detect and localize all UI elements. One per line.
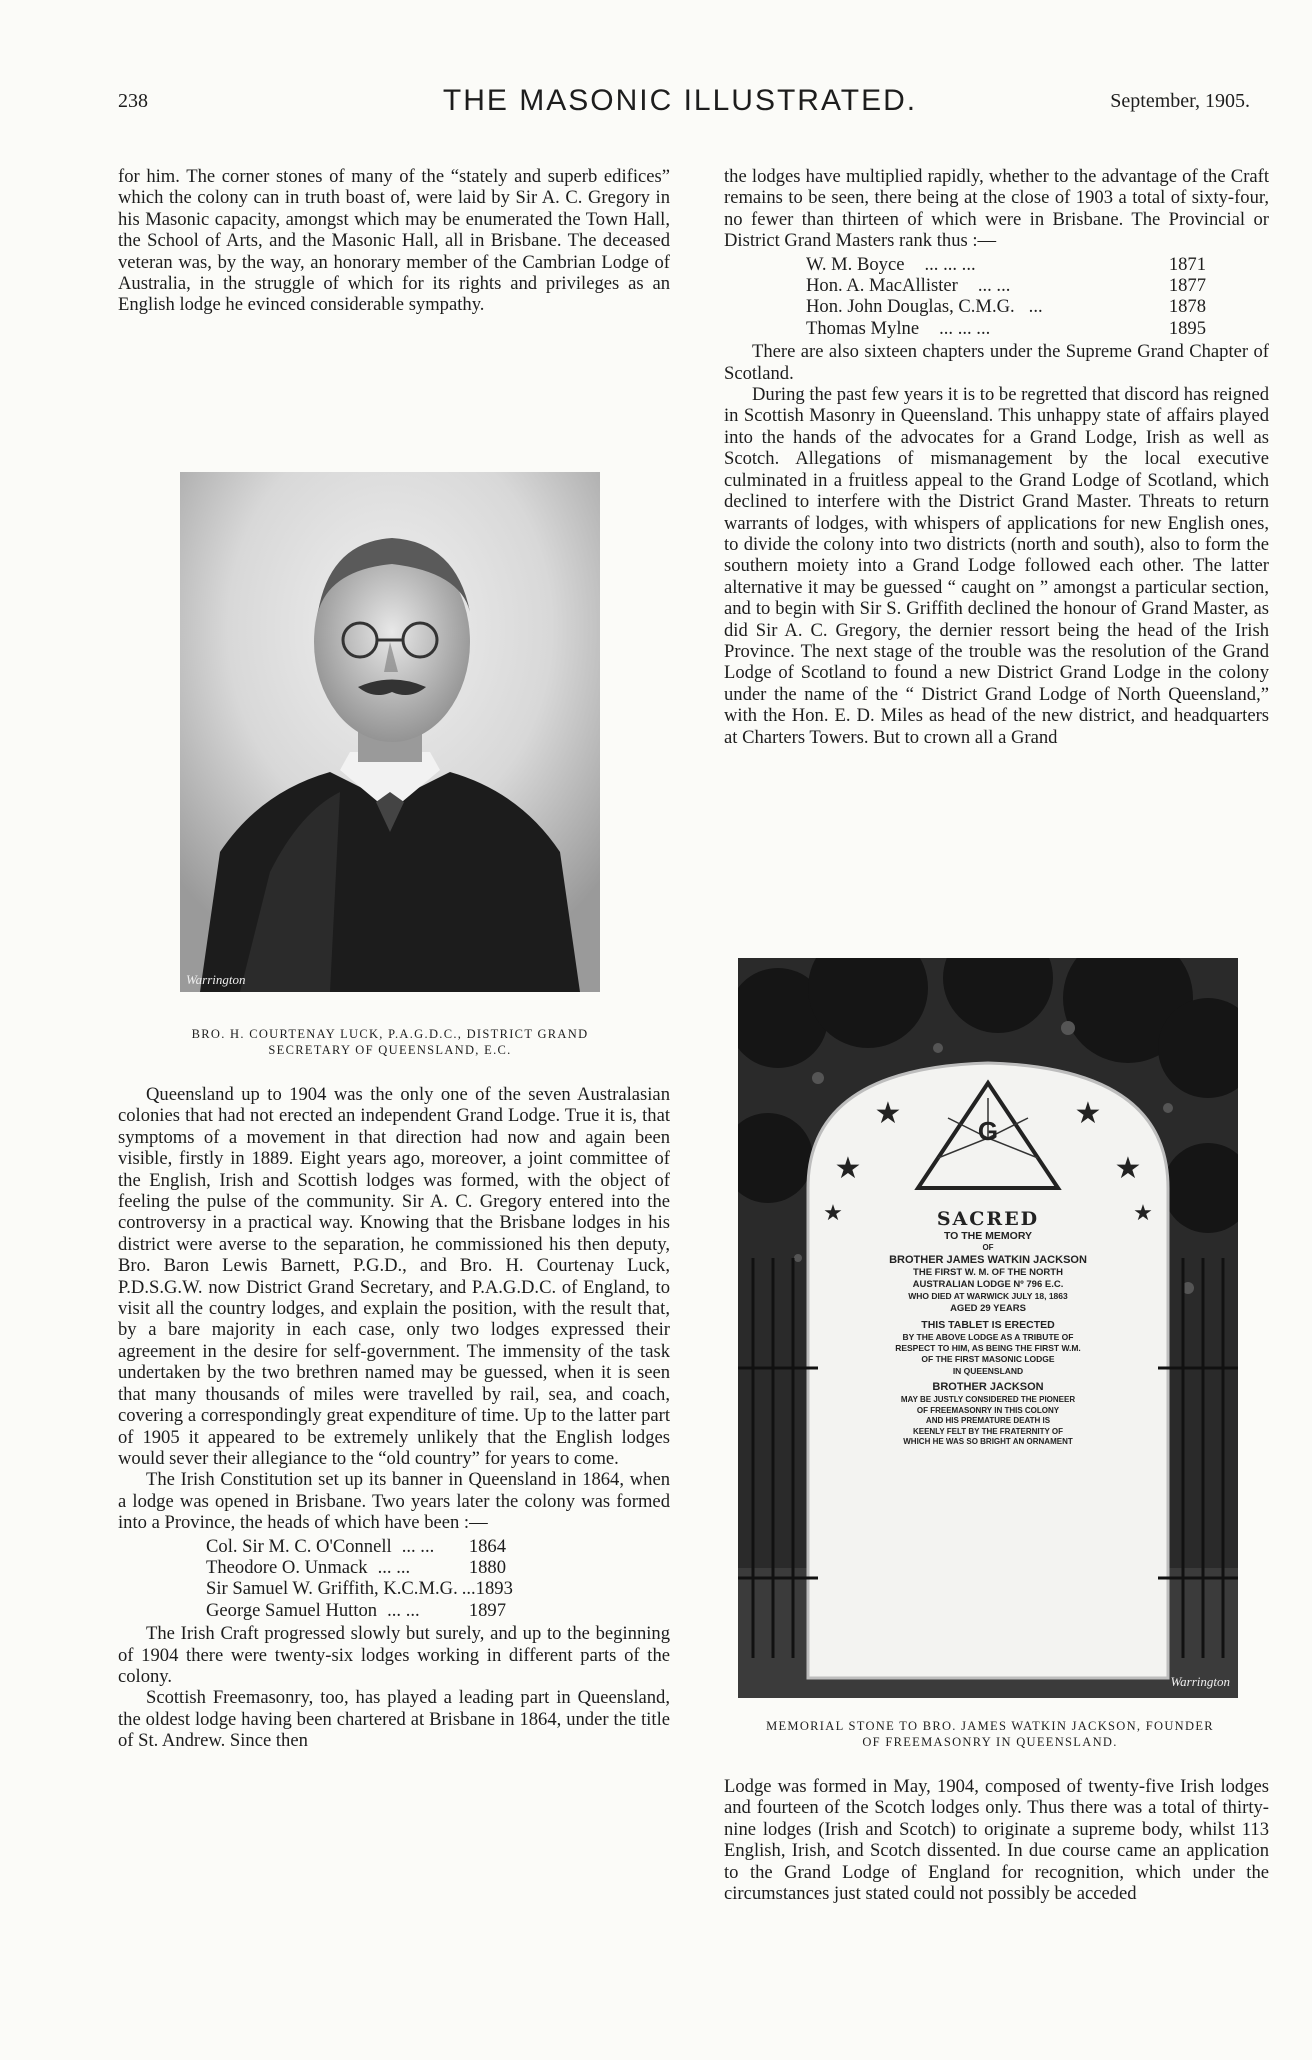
list-item-name: Hon. John Douglas, C.M.G. — [806, 296, 1015, 318]
inscription-line: THIS TABLET IS ERECTED — [921, 1319, 1055, 1331]
svg-text:★: ★ — [823, 1201, 843, 1226]
list-item — [206, 1536, 506, 1557]
inscription-line: AGED 29 YEARS — [950, 1303, 1026, 1314]
list-item-year: 1878 — [1168, 296, 1206, 318]
portrait-signature: Warrington — [186, 972, 246, 987]
inscription-line: OF THE FIRST MASONIC LODGE — [921, 1354, 1055, 1364]
list-item — [806, 275, 1206, 296]
paragraph: for him. The corner stones of many of the “stately and superb edifices” which the colony can in truth boast of, were laid by Sir A. C. Gregory in his Masonic capacity, amongst which may be enumerated the Town Hall, the School of Arts, and the Masonic Hall, all in Brisbane. The deceased veteran was, by the way, an honorary member of the Cambrian Lodge of Australia, in the struggle of which for its rights and privileges as an English lodge he evinced considerable sympathy. — [118, 166, 670, 316]
inscription-line: IN QUEENSLAND — [952, 1366, 1024, 1376]
scottish-masters-list — [806, 254, 1206, 340]
list-item — [206, 1578, 513, 1600]
svg-text:★: ★ — [834, 1151, 862, 1186]
list-item-dots: ... ... ... — [924, 253, 976, 275]
inscription-line: TO THE MEMORY — [943, 1230, 1033, 1242]
inscription-line: AUSTRALIAN LODGE Nº 796 E.C. — [912, 1279, 1064, 1290]
right-column-top — [724, 166, 1269, 748]
list-item-dots: ... ... — [377, 1556, 411, 1578]
list-item-name: George Samuel Hutton — [206, 1599, 378, 1621]
list-item-name: Col. Sir M. C. O'Connell — [206, 1535, 392, 1557]
paragraph: Scottish Freemasonry, too, has played a leading part in Queensland, the oldest lodge having been chartered at Brisbane in 1864, under the title of St. Andrew. Since then — [118, 1687, 670, 1752]
list-item-name: Thomas Mylne — [806, 317, 920, 339]
list-item-year: 1897 — [468, 1599, 506, 1621]
irish-heads-list — [206, 1535, 513, 1622]
inscription-line: WHICH HE WAS SO BRIGHT AN ORNAMENT — [903, 1437, 1073, 1446]
paragraph: the lodges have multiplied rapidly, whether to the advantage of the Craft remains to be seen, there being at the close of 1903 a total of sixty-four, no fewer than thirteen of which were in Brisbane. The Provincial or District Grand Masters rank thus :— — [724, 166, 1269, 252]
page-header — [110, 84, 1250, 124]
list-item-name: Sir Samuel W. Griffith, K.C.M.G. — [206, 1578, 458, 1600]
list-item-year: 1880 — [468, 1556, 506, 1578]
list-item-year: 1871 — [1168, 253, 1206, 275]
stone-inscription — [818, 1208, 1158, 1448]
inscription-line: WHO DIED AT WARWICK JULY 18, 1863 — [908, 1291, 1068, 1301]
list-item-dots: ... — [461, 1578, 476, 1600]
inscription-line: THE FIRST W. M. OF THE NORTH — [913, 1267, 1063, 1278]
inscription-line: BROTHER JAMES WATKIN JACKSON — [889, 1254, 1087, 1266]
list-item-year: 1895 — [1168, 317, 1206, 339]
inscription-line: SACRED — [936, 1208, 1040, 1230]
issue-date: September, 1905. — [1110, 90, 1250, 112]
portrait-caption: BRO. H. COURTENAY LUCK, P.A.G.D.C., DISTRICT GRAND SECRETARY OF QUEENSLAND, E.C. — [191, 1027, 589, 1057]
list-item-name: Theodore O. Unmack — [206, 1556, 368, 1578]
paragraph: The Irish Constitution set up its banner in Queensland in 1864, when a lodge was opened in Brisbane. Two years later the colony was formed into a Province, the heads of which have been :— — [118, 1469, 670, 1534]
list-item-dots: ... ... — [977, 275, 1011, 297]
svg-text:★: ★ — [1133, 1201, 1153, 1226]
inscription-line: MAY BE JUSTLY CONSIDERED THE PIONEER — [900, 1395, 1076, 1404]
list-item — [206, 1600, 506, 1621]
paragraph: There are also sixteen chapters under the Supreme Grand Chapter of Scotland. — [724, 341, 1269, 384]
stone-caption: MEMORIAL STONE TO BRO. JAMES WATKIN JACKSON, FOUNDER OF FREEMASONRY IN QUEENSLAND. — [766, 1719, 1214, 1749]
paragraph: The Irish Craft progressed slowly but surely, and up to the beginning of 1904 there were twenty-six lodges working in different parts of the colony. — [118, 1623, 670, 1687]
list-item — [806, 254, 1206, 275]
inscription-line: KEENLY FELT BY THE FRATERNITY OF — [912, 1426, 1064, 1436]
list-item — [806, 296, 1206, 317]
inscription-line: OF FREEMASONRY IN THIS COLONY — [916, 1405, 1060, 1415]
stone-signature: Warrington — [1170, 1674, 1230, 1689]
memorial-stone-photo — [738, 958, 1238, 1698]
left-column-top — [118, 166, 670, 316]
list-item-dots: ... ... ... — [939, 317, 991, 339]
inscription-line: OF — [982, 1243, 994, 1252]
list-item-year: 1877 — [1168, 275, 1206, 297]
magazine-title: THE MASONIC ILLUSTRATED. — [442, 84, 918, 117]
paragraph: Lodge was formed in May, 1904, composed of twenty-five Irish lodges and fourteen of the Scotch lodges only. Thus there was a total of thirty-nine lodges (Irish and Scotch) to originate a supreme body, whilst 113 English, Irish, and Scotch dissented. In due course came an application to the Grand Lodge of England for recognition, which under the circumstances just stated could not possibly be acceded — [724, 1776, 1269, 1905]
list-item-dots: ... — [1028, 296, 1043, 318]
list-item — [206, 1557, 506, 1578]
svg-text:★: ★ — [874, 1096, 902, 1131]
page-number: 238 — [118, 90, 148, 112]
list-item-year: 1893 — [475, 1578, 513, 1600]
right-column-bottom — [724, 1776, 1269, 1904]
inscription-line: RESPECT TO HIM, AS BEING THE FIRST W.M. — [895, 1343, 1081, 1353]
list-item-dots: ... ... — [387, 1599, 420, 1621]
svg-text:★: ★ — [1074, 1096, 1102, 1131]
left-column-bottom — [118, 1084, 670, 1752]
list-item-name: Hon. A. MacAllister — [806, 275, 958, 297]
inscription-line: BROTHER JACKSON — [932, 1381, 1044, 1393]
paragraph: Queensland up to 1904 was the only one of the seven Australasian colonies that had not erected an independent Grand Lodge. True it is, that symptoms of a movement in that direction had now and again been visible, firstly in 1889. Eight years ago, moreover, a joint committee of the English, Irish and Scottish lodges was formed, with the object of feeling the pulse of the community. Sir A. C. Gregory entered into the controversy in a practical way. Knowing that the Brisbane lodges in his district were averse to the separation, he commissioned his then deputy, Bro. Baron Lewis Barnett, P.G.D., and Bro. H. Courtenay Luck, P.D.S.G.W. now District Grand Secretary, and P.A.G.D.C. of England, to visit all the country lodges, and explain the position, with the result that, by a bare majority in each case, only two lodges expressed their agreement in the desire for self-government. The immensity of the task undertaken by the two brethren named may be guessed, when it is seen that many thousands of miles were travelled by rail, sea, and coach, covering a correspondingly great expenditure of time. Up to the latter part of 1905 it appeared to be extremely unlikely that the English lodges would sever their allegiance to the “old country” for years to come. — [118, 1084, 670, 1469]
list-item-dots: ... ... — [401, 1535, 435, 1557]
emblem-letter: G — [977, 1116, 999, 1146]
svg-text:★: ★ — [1114, 1151, 1142, 1186]
paragraph: During the past few years it is to be regretted that discord has reigned in Scottish Masonry in Queensland. This unhappy state of affairs played into the hands of the advocates for a Grand Lodge, Irish as well as Scotch. Allegations of mismanagement by the local executive culminated in a fruitless appeal to the Grand Lodge of Scotland, which declined to interfere with the District Grand Master. Threats to return warrants of lodges, with whispers of applications for new English ones, to divide the colony into two districts (north and south), also to form the southern moiety into a Grand Lodge followed each other. The latter alternative it may be guessed “ caught on ” amongst a particular section, and to begin with Sir S. Griffith declined the honour of Grand Master, as did Sir A. C. Gregory, the dernier ressort being the head of the Irish Province. The next stage of the trouble was the resolution of the Grand Lodge of Scotland to found a new District Grand Lodge in the colony under the name of the “ District Grand Lodge of North Queensland,” with the Hon. E. D. Miles as head of the new district, and headquarters at Charters Towers. But to crown all a Grand — [724, 384, 1269, 748]
list-item — [806, 318, 1206, 339]
list-item-year: 1864 — [468, 1535, 506, 1557]
list-item-name: W. M. Boyce — [806, 253, 905, 275]
inscription-line: BY THE ABOVE LODGE AS A TRIBUTE OF — [902, 1332, 1074, 1342]
portrait-image — [180, 472, 600, 992]
portrait-photo — [180, 472, 600, 992]
inscription-line: AND HIS PREMATURE DEATH IS — [925, 1416, 1051, 1425]
